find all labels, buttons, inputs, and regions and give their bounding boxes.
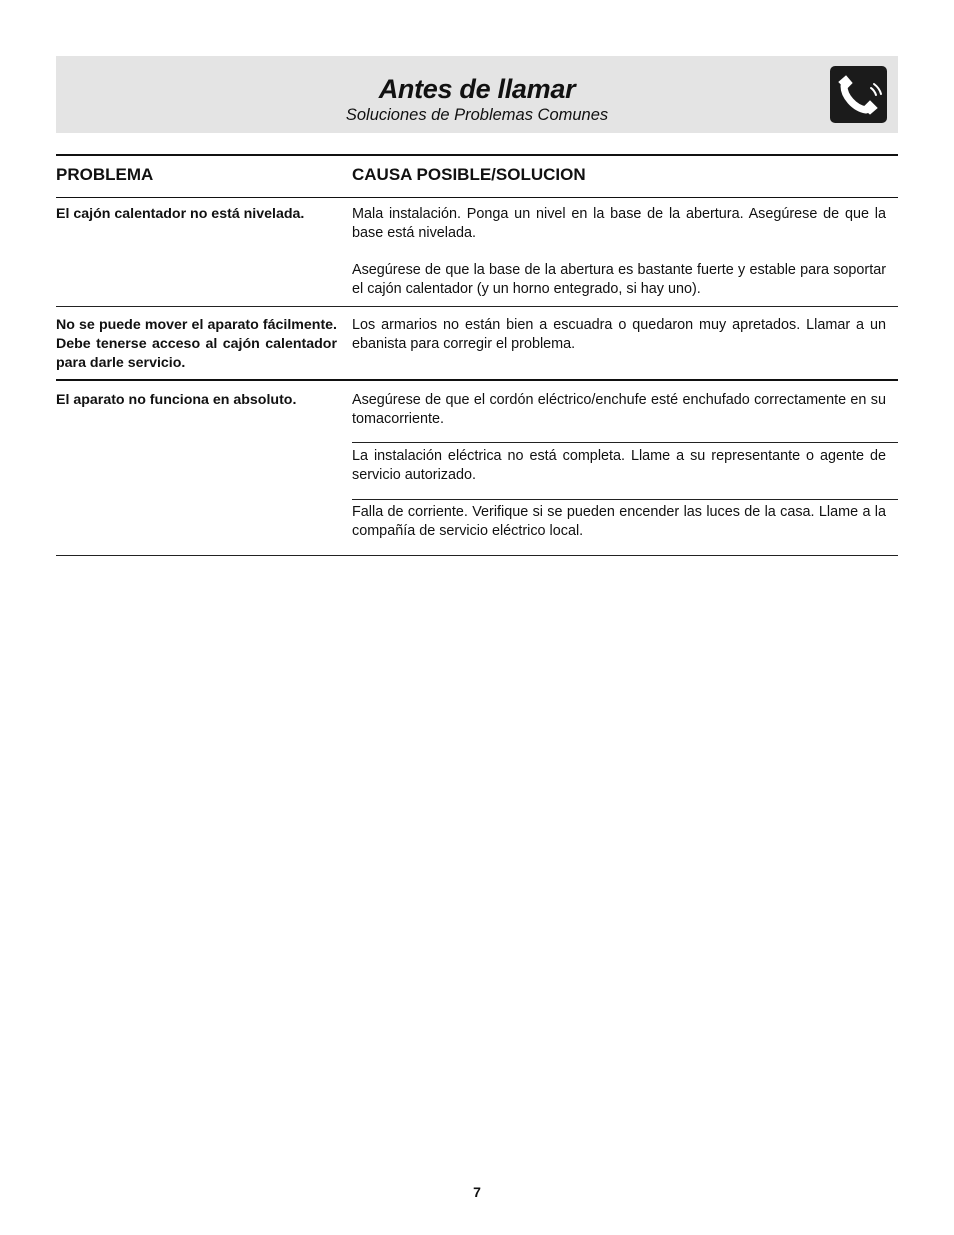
solution-text: Asegúrese de que el cordón eléctrico/enchufe esté enchufado correctamente en su tomacorriente. xyxy=(352,392,886,427)
problem-text: El aparato no funciona en absoluto. xyxy=(56,392,297,408)
solution-text: Los armarios no están bien a escuadra o quedaron muy apretados. Llamar a un ebanista para corregir el problema. xyxy=(352,317,886,352)
page-number: 7 xyxy=(473,1184,481,1200)
solution-text: Falla de corriente. Verifique si se pueden encender las luces de la casa. Llame a la compañía de servicio eléctrico local. xyxy=(352,504,886,539)
table-row xyxy=(56,198,898,307)
page-title: Antes de llamar xyxy=(378,74,576,104)
page-subtitle: Soluciones de Problemas Comunes xyxy=(345,106,609,124)
telephone-icon xyxy=(830,66,887,123)
table-row xyxy=(56,381,898,557)
solution-divider xyxy=(352,499,898,500)
problem-text: El cajón calentador no está nivelada. xyxy=(56,206,305,222)
problem-text: No se puede mover el aparato fácilmente. Debe tenerse acceso al cajón calentador para darle servicio. xyxy=(56,317,337,371)
column-header-problem: PROBLEMA xyxy=(56,165,154,184)
solution-text: Mala instalación. Ponga un nivel en la base de la abertura. Asegúrese de que la base está nivelada. xyxy=(352,206,886,241)
page-header xyxy=(56,56,898,133)
solution-text: La instalación eléctrica no está completa. Llame a su representante o agente de servicio autorizado. xyxy=(352,448,886,483)
table-header-row xyxy=(56,156,898,197)
table-row xyxy=(56,307,898,381)
solution-text: Asegúrese de que la base de la abertura es bastante fuerte y estable para soportar el cajón calentador (y un horno entegrado, si hay uno). xyxy=(352,262,886,297)
troubleshooting-table xyxy=(56,154,898,557)
solution-divider xyxy=(352,442,898,443)
column-header-solution: CAUSA POSIBLE/SOLUCION xyxy=(352,165,586,184)
table-bottom-rule xyxy=(56,555,898,556)
